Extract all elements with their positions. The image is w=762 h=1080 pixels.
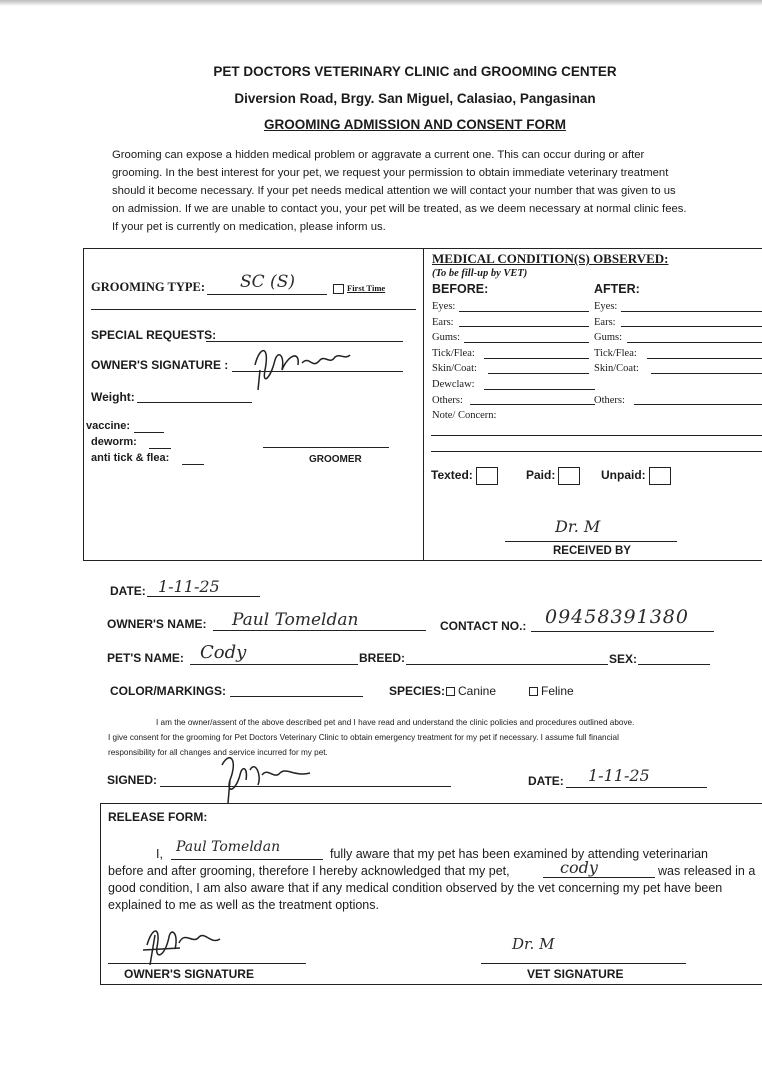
after-item-eyes: Eyes:: [594, 301, 618, 312]
owner-name-line: [213, 630, 426, 631]
release-line2: before and after grooming, therefore I hereby acknowledged that my pet,: [108, 864, 510, 878]
before-gums-line: [464, 342, 589, 343]
date-line: [147, 596, 260, 597]
texted-label: Texted:: [431, 468, 473, 483]
form-title: GROOMING ADMISSION AND CONSENT FORM: [264, 117, 566, 132]
unpaid-option[interactable]: [601, 467, 671, 485]
intro-line: Grooming can expose a hidden medical problem or aggravate a current one. This can occur during or after: [112, 149, 645, 161]
release-pet-value[interactable]: cody: [560, 858, 598, 877]
vaccine-line: [134, 432, 164, 433]
grooming-type-value[interactable]: SC (S): [240, 272, 295, 292]
consent-date-value[interactable]: 1-11-25: [588, 766, 650, 785]
release-line1: fully aware that my pet has been examined by attending veterinarian: [330, 847, 709, 861]
grooming-type-label: GROOMING TYPE:: [91, 280, 206, 294]
release-owner-sig-label: OWNER'S SIGNATURE: [124, 967, 254, 981]
after-item-skincoat: Skin/Coat:: [594, 363, 639, 375]
release-pet-line: [543, 877, 655, 878]
grooming-type-line: [207, 294, 327, 295]
medical-subtitle: (To be fill-up by VET): [432, 268, 528, 279]
before-tick-line: [484, 358, 589, 359]
release-vet-sig-value[interactable]: Dr. M: [512, 935, 555, 953]
release-title: RELEASE FORM:: [108, 810, 208, 824]
before-others-line: [470, 404, 595, 405]
before-dewclaw-line: [484, 389, 595, 390]
breed-line: [406, 664, 608, 665]
feline-checkbox[interactable]: [529, 687, 538, 696]
unpaid-checkbox[interactable]: [649, 467, 671, 485]
release-name-line: [171, 859, 323, 860]
after-others-line: [634, 404, 762, 405]
before-item-gums: Gums:: [432, 332, 461, 344]
note-label: Note/ Concern:: [432, 410, 497, 422]
pet-name-label: PET'S NAME:: [107, 651, 184, 665]
intro-paragraph: [112, 146, 722, 236]
pet-name-value[interactable]: Cody: [200, 642, 247, 663]
groomer-label: GROOMER: [309, 454, 362, 465]
before-label: BEFORE:: [432, 282, 489, 296]
paid-checkbox[interactable]: [558, 467, 580, 485]
date-value[interactable]: 1-11-25: [158, 577, 220, 596]
feline-option[interactable]: [529, 684, 574, 698]
consent-line: responsibility for all changes and service incurred for my pet.: [108, 748, 328, 757]
before-eyes-line: [459, 311, 589, 312]
owner-name-value[interactable]: Paul Tomeldan: [232, 610, 359, 630]
texted-checkbox[interactable]: [476, 467, 498, 485]
after-eyes-line: [621, 311, 762, 312]
received-by-label: RECEIVED BY: [553, 545, 631, 557]
sex-label: SEX:: [609, 652, 638, 666]
release-owner-signature-scribble: [135, 915, 245, 970]
feline-label: Feline: [541, 684, 574, 698]
contact-value[interactable]: 09458391380: [545, 606, 689, 628]
after-skin-line: [651, 373, 762, 374]
clinic-name: PET DOCTORS VETERINARY CLINIC and GROOMING CENTER: [213, 64, 617, 79]
after-item-others: Others:: [594, 394, 625, 406]
after-items: [594, 299, 639, 409]
box-divider: [423, 249, 424, 560]
release-name-value[interactable]: Paul Tomeldan: [176, 839, 281, 855]
antitick-line: [182, 464, 204, 465]
color-label: COLOR/MARKINGS:: [110, 684, 226, 698]
contact-line: [531, 631, 714, 632]
consent-date-label: DATE:: [528, 774, 564, 788]
canine-option[interactable]: [446, 684, 496, 698]
consent-line: I give consent for the grooming for Pet Doctors Veterinary Clinic to obtain emergency treatment for my pet if necessary. I assume full financial: [108, 733, 619, 742]
after-item-tickflea: Tick/Flea:: [594, 347, 637, 359]
after-gums-line: [627, 342, 762, 343]
consent-date-line: [566, 787, 707, 788]
consent-signature-scribble: [200, 745, 330, 805]
species-label: SPECIES:: [389, 684, 446, 698]
before-item-others: Others:: [432, 394, 463, 406]
received-by-value[interactable]: Dr. M: [555, 517, 601, 536]
texted-option[interactable]: [431, 467, 498, 485]
note-line-1: [431, 435, 762, 436]
after-label: AFTER:: [594, 282, 640, 296]
before-skin-line: [488, 373, 589, 374]
owner-signature-label: OWNER'S SIGNATURE :: [91, 358, 229, 372]
release-line3: good condition, I am also aware that if any medical condition observed by the vet concerning my pet have been: [108, 881, 723, 895]
clinic-address: Diversion Road, Brgy. San Miguel, Calasiao, Pangasinan: [234, 91, 596, 106]
date-label: DATE:: [110, 584, 146, 598]
after-ears-line: [621, 326, 762, 327]
paid-option[interactable]: [526, 467, 580, 485]
deworm-label: deworm:: [91, 436, 137, 448]
paid-label: Paid:: [526, 468, 556, 483]
before-ears-line: [459, 326, 589, 327]
first-time-label: First Time: [347, 283, 386, 293]
groomer-line: [263, 447, 389, 448]
breed-label: BREED:: [359, 651, 406, 665]
deworm-line: [149, 448, 171, 449]
first-time-option[interactable]: [333, 283, 385, 294]
release-vet-sig-label: VET SIGNATURE: [527, 967, 624, 981]
before-item-eyes: Eyes:: [432, 301, 456, 312]
weight-line: [137, 402, 252, 403]
note-line-2: [431, 451, 762, 452]
before-item-dewclaw: Dewclaw:: [432, 378, 475, 390]
antitick-label: anti tick & flea:: [91, 452, 170, 464]
after-tick-line: [647, 358, 762, 359]
canine-label: Canine: [458, 684, 497, 698]
special-requests-label: SPECIAL REQUESTS:: [91, 328, 217, 342]
owner-name-label: OWNER'S NAME:: [107, 617, 207, 631]
release-vet-sig-line: [481, 963, 686, 964]
signed-label: SIGNED:: [107, 773, 158, 787]
contact-label: CONTACT NO.:: [440, 619, 527, 633]
color-line: [230, 696, 363, 697]
release-line2-end: was released in a: [658, 864, 756, 878]
sex-line: [638, 664, 710, 665]
release-i-label: I,: [156, 847, 163, 861]
owner-signature-scribble: [240, 335, 360, 395]
after-item-ears: Ears:: [594, 316, 616, 328]
grooming-extra-line: [91, 309, 416, 310]
weight-label: Weight:: [91, 390, 135, 404]
vaccine-label: vaccine:: [86, 420, 131, 432]
after-item-gums: Gums:: [594, 332, 623, 344]
before-item-ears: Ears:: [432, 316, 454, 328]
received-by-line: [505, 541, 677, 542]
intro-line: If your pet is currently on medication, please inform us.: [112, 221, 386, 233]
canine-checkbox[interactable]: [446, 687, 455, 696]
scan-edge: [0, 0, 762, 6]
before-item-tickflea: Tick/Flea:: [432, 347, 475, 359]
pet-name-line: [190, 664, 358, 665]
before-item-skincoat: Skin/Coat:: [432, 363, 477, 375]
intro-line: grooming. In the best interest for your pet, we request your permission to obtain immediate veterinary treatment: [112, 167, 669, 179]
intro-line: on admission. If we are unable to contact you, your pet will be treated, as we deem necessary at normal clinic fees.: [112, 203, 687, 215]
release-line4: explained to me as well as the treatment options.: [108, 898, 379, 912]
unpaid-label: Unpaid:: [601, 468, 646, 483]
release-owner-sig-line: [108, 963, 306, 964]
consent-line: I am the owner/assent of the above described pet and I have read and understand the clinic policies and procedures outlined above.: [156, 718, 635, 727]
intro-line: should it become necessary. If your pet needs medical attention we will contact your number that was given to us: [112, 185, 676, 197]
medical-title: MEDICAL CONDITION(S) OBSERVED:: [432, 251, 669, 266]
before-items: [432, 299, 496, 424]
first-time-checkbox[interactable]: [333, 284, 344, 294]
